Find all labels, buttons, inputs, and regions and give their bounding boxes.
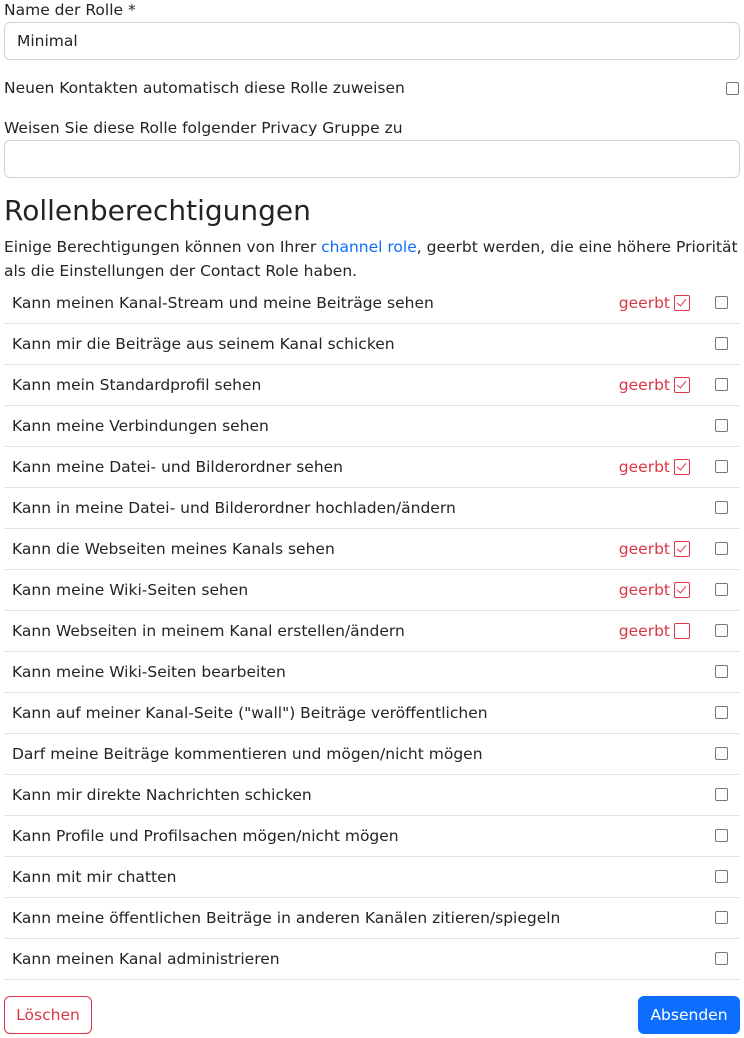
permissions-list (4, 283, 740, 980)
submit-button[interactable]: Absenden (638, 996, 740, 1034)
permission-checkbox[interactable] (715, 829, 728, 842)
permission-label: Kann meinen Kanal administrieren (12, 950, 280, 968)
permission-checkbox[interactable] (715, 501, 728, 514)
role-name-input[interactable] (4, 22, 740, 60)
inherited-check-icon (674, 377, 690, 393)
permission-checkbox[interactable] (715, 747, 728, 760)
permission-checkbox[interactable] (715, 665, 728, 678)
permission-label: Kann mit mir chatten (12, 868, 177, 886)
inherited-label: geerbt (618, 294, 670, 312)
permission-checkbox[interactable] (715, 788, 728, 801)
auto-assign-checkbox[interactable] (726, 82, 739, 95)
inherited-check-icon (674, 295, 690, 311)
permission-label: Darf meine Beiträge kommentieren und mögen/nicht mögen (12, 745, 483, 763)
desc-text-before: Einige Berechtigungen können von Ihrer (4, 238, 322, 256)
permission-row (4, 570, 740, 611)
permission-row (4, 529, 740, 570)
permission-label: Kann meine Verbindungen sehen (12, 417, 269, 435)
inherited-empty-box-icon (674, 623, 690, 639)
inherited-check-icon (674, 459, 690, 475)
permission-row (4, 939, 740, 980)
permission-label: Kann mein Standardprofil sehen (12, 376, 262, 394)
permission-row (4, 283, 740, 324)
permission-label: Kann mir die Beiträge aus seinem Kanal schicken (12, 335, 395, 353)
permission-checkbox[interactable] (715, 542, 728, 555)
permission-checkbox[interactable] (715, 460, 728, 473)
permission-label: Kann Profile und Profilsachen mögen/nicht mögen (12, 827, 399, 845)
permission-checkbox[interactable] (715, 911, 728, 924)
permission-checkbox[interactable] (715, 337, 728, 350)
permission-label: Kann Webseiten in meinem Kanal erstellen/ändern (12, 622, 405, 640)
permission-row (4, 693, 740, 734)
permission-label: Kann meine Datei- und Bilderordner sehen (12, 458, 344, 476)
permission-row (4, 816, 740, 857)
inherited-label: geerbt (618, 622, 670, 640)
inherited-check-icon (674, 541, 690, 557)
permission-row (4, 857, 740, 898)
permission-checkbox[interactable] (715, 296, 728, 309)
privacy-group-input[interactable] (4, 140, 740, 178)
permission-label: Kann meine Wiki-Seiten sehen (12, 581, 249, 599)
permission-row (4, 365, 740, 406)
role-name-label: Name der Rolle * (4, 1, 136, 19)
permission-label: Kann meine öffentlichen Beiträge in anderen Kanälen zitieren/spiegeln (12, 909, 561, 927)
permission-row (4, 406, 740, 447)
permission-label: Kann meine Wiki-Seiten bearbeiten (12, 663, 286, 681)
permission-row (4, 611, 740, 652)
channel-role-link[interactable]: channel role (321, 238, 417, 256)
permission-checkbox[interactable] (715, 624, 728, 637)
inherited-label: geerbt (618, 376, 670, 394)
inherited-indicator (619, 447, 690, 487)
inherited-label: geerbt (618, 540, 670, 558)
permission-checkbox[interactable] (715, 870, 728, 883)
permission-checkbox[interactable] (715, 419, 728, 432)
permission-checkbox[interactable] (715, 952, 728, 965)
auto-assign-row (4, 78, 740, 98)
permission-checkbox[interactable] (715, 378, 728, 391)
inherited-indicator (619, 529, 690, 569)
permission-row (4, 775, 740, 816)
permission-label: Kann auf meiner Kanal-Seite ("wall") Beiträge veröffentlichen (12, 704, 488, 722)
permission-label: Kann mir direkte Nachrichten schicken (12, 786, 312, 804)
inherited-indicator (619, 365, 690, 405)
inherited-check-icon (674, 582, 690, 598)
permission-label: Kann meinen Kanal-Stream und meine Beiträge sehen (12, 294, 434, 312)
privacy-group-label: Weisen Sie diese Rolle folgender Privacy Gruppe zu (4, 119, 403, 137)
auto-assign-label: Neuen Kontakten automatisch diese Rolle zuweisen (4, 79, 405, 97)
permission-checkbox[interactable] (715, 583, 728, 596)
desc-text-after: , geerbt werden, die eine höhere Priorität als die Einstellungen der Contact Role haben. (4, 238, 738, 280)
inherited-indicator (619, 611, 690, 651)
inherited-label: geerbt (618, 458, 670, 476)
permission-label: Kann die Webseiten meines Kanals sehen (12, 540, 335, 558)
permission-checkbox[interactable] (715, 706, 728, 719)
permissions-description (4, 235, 740, 283)
inherited-indicator (619, 283, 690, 323)
permission-row (4, 324, 740, 365)
permission-row (4, 447, 740, 488)
permission-row (4, 898, 740, 939)
inherited-indicator (619, 570, 690, 610)
permission-row (4, 734, 740, 775)
inherited-label: geerbt (618, 581, 670, 599)
delete-button[interactable]: Löschen (4, 996, 92, 1034)
permission-row (4, 488, 740, 529)
permission-row (4, 652, 740, 693)
permission-label: Kann in meine Datei- und Bilderordner hochladen/ändern (12, 499, 456, 517)
permissions-title: Rollenberechtigungen (4, 194, 311, 227)
